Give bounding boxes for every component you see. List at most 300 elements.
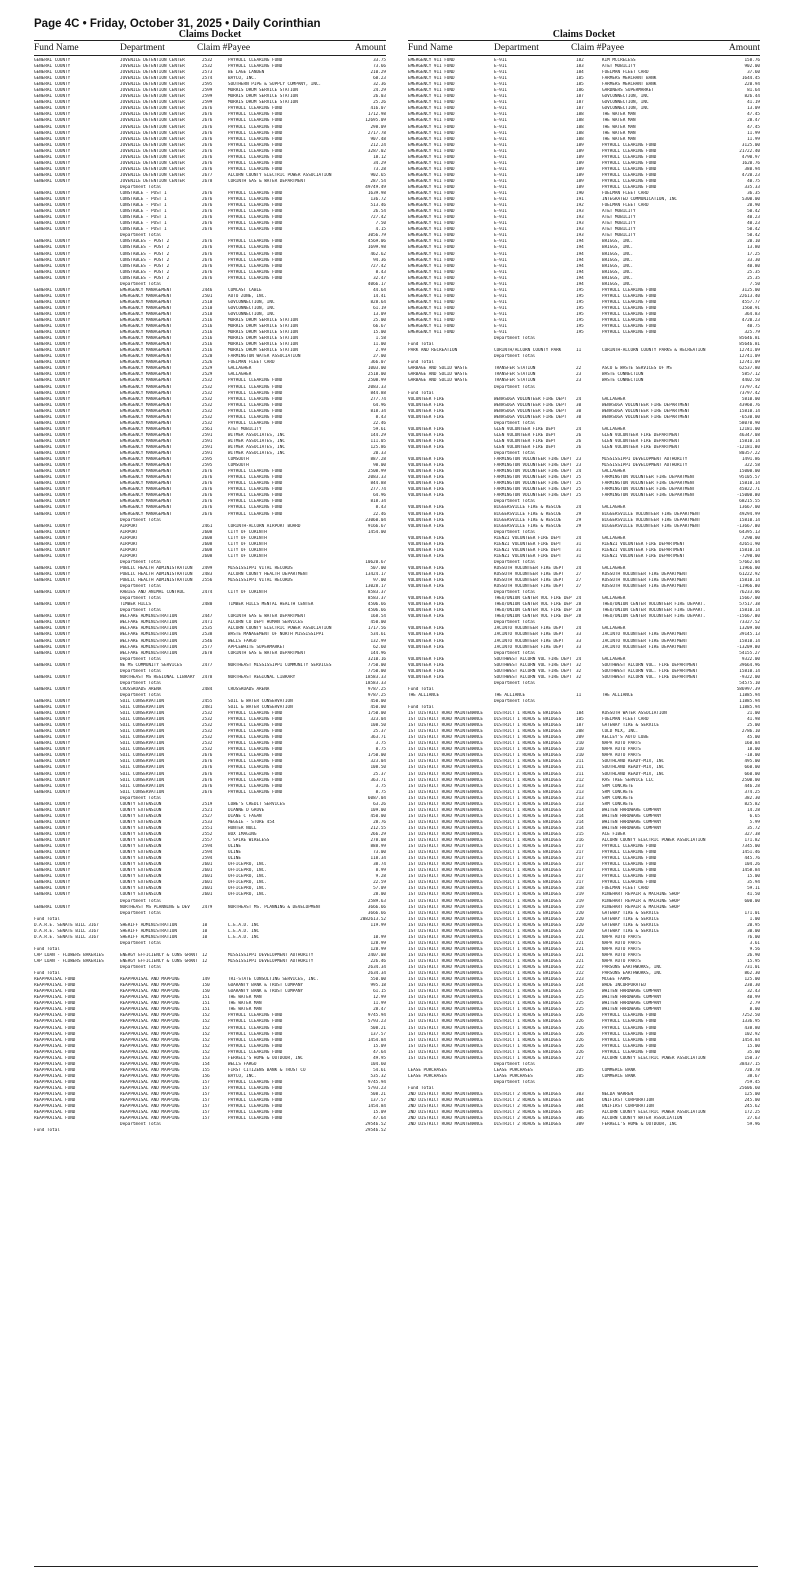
department-cell: JUVENILE DETENTION CENTER	[120, 178, 185, 184]
department-cell: FARMINGTON VOLUNTEER FIRE DEPT	[494, 487, 572, 493]
department-cell: E-911	[494, 160, 507, 166]
fund-name-cell: GENERAL COUNTY	[34, 590, 71, 596]
amount-cell: 380.94	[744, 166, 760, 172]
payee-cell: FUELMAN FLEET CARD	[602, 886, 649, 892]
claim-number-cell: 189	[576, 148, 584, 154]
department-cell: CONSTABLE - POST 1	[120, 215, 167, 221]
department-cell: DISTRICT 1 ROADS & BRIDGES	[494, 856, 562, 862]
claim-number-cell: 226	[576, 1013, 584, 1019]
claim-number-cell: 2447	[202, 614, 213, 620]
claim-number-cell: 2599	[202, 94, 213, 100]
fund-name-cell: GENERAL COUNTY	[34, 239, 71, 245]
payee-cell: PAYROLL CLEARING FUND	[602, 862, 657, 868]
claim-number-cell: 2480	[202, 602, 213, 608]
amount-cell: 85646.81	[739, 342, 760, 348]
claim-number-cell: 2551	[202, 825, 213, 831]
amount-cell: 3287.02	[367, 148, 386, 154]
claim-number-cell: 188	[576, 112, 584, 118]
payee-cell: PAYROLL CLEARING FUND	[228, 759, 283, 765]
amount-cell: 54.61	[373, 1067, 386, 1073]
department-cell: E-911	[494, 324, 507, 330]
amount-cell: 13667.00	[739, 505, 760, 511]
fund-name-cell: EMERGENCY 911 FUND	[408, 299, 455, 305]
payee-cell: ASCO & WASTE SERVICES OF MS	[602, 366, 672, 372]
department-cell: REAPPRAISAL AND MAPPING	[120, 1116, 180, 1122]
amount-cell: 5857.12	[741, 372, 760, 378]
department-cell: COUNTY EXTENSION	[120, 850, 162, 856]
amount-cell: 1.00	[749, 916, 760, 922]
claim-number-cell: 2676	[202, 765, 213, 771]
claim-number-cell: 2532	[202, 378, 213, 384]
fund-name-cell: Fund Total	[34, 1128, 60, 1134]
department-cell: DISTRICT 1 ROADS & BRIDGES	[494, 904, 562, 910]
amount-cell: 59.96	[747, 1122, 760, 1128]
fund-name-cell: REAPPRAISAL FUND	[34, 1067, 76, 1073]
payee-cell: PAYROLL CLEARING FUND	[228, 245, 283, 251]
payee-cell: ACE FIBER	[602, 832, 626, 837]
amount-cell: 230.30	[744, 983, 760, 989]
department-cell: E-911	[494, 166, 507, 172]
claim-number-cell: 2484	[202, 686, 213, 692]
fund-name-cell: VOLUNTEER FIRE	[408, 602, 445, 608]
department-cell: GLEN VOLUNTEER FIRE DEPT	[494, 445, 557, 450]
department-cell: JUVENILE DETENTION CENTER	[120, 124, 185, 130]
payee-cell: PAYROLL CLEARING FUND	[228, 118, 283, 124]
amount-cell: 102.92	[744, 1031, 760, 1037]
department-cell: NORTHEAST MS REGIONAL LIBRARY	[120, 674, 196, 680]
claim-number-cell: 2455	[202, 698, 213, 704]
fund-name-cell: VOLUNTEER FIRE	[408, 578, 445, 584]
amount-cell: 94.36	[373, 257, 386, 263]
department-cell: WELFARE ADMINISTRATION	[120, 638, 177, 644]
fund-name-cell: 1ST DISTRICT ROAD MAINTENANCE	[408, 1019, 484, 1025]
amount-cell: 13.09	[373, 311, 386, 317]
fund-name-cell: EMERGENCY 911 FUND	[408, 281, 455, 287]
amount-cell: 49294.99	[739, 511, 760, 517]
department-cell: CONSTABLE - POST 1	[120, 197, 167, 203]
department-cell: CROSSROADS ARENA	[120, 686, 162, 692]
department-cell: SHERIFF ADMINISTRATION	[120, 922, 177, 928]
fund-name-cell: GENERAL COUNTY	[34, 269, 71, 275]
department-cell: COUNTY EXTENSION	[120, 825, 162, 831]
fund-name-cell: 1ST DISTRICT ROAD MAINTENANCE	[408, 729, 484, 735]
fund-name-cell: GENERAL COUNTY	[34, 221, 71, 227]
department-cell: SOIL CONSERVATION	[120, 729, 164, 735]
payee-cell: FARMERS MERCHANT BANK	[602, 76, 657, 82]
department-cell: PUBLIC HEALTH ADMINISTRATION	[120, 578, 193, 584]
fund-name-cell: 2ND DISTRICT ROAD MAINTENANCE	[408, 1104, 484, 1110]
fund-name-cell: GENERAL COUNTY	[34, 717, 71, 723]
amount-cell: 3666.66	[367, 904, 386, 910]
payee-cell: WASTE CONNECTION	[602, 372, 644, 378]
department-cell: JACINTO VOLUNTEER FIRE DEPT	[494, 626, 564, 632]
claim-number-cell: 189	[576, 166, 584, 172]
docket-title: Claims Docket	[408, 30, 760, 41]
department-cell: CONSTABLES - POST 2	[120, 251, 170, 257]
department-cell: DISTRICT 1 ROADS & BRIDGES	[494, 777, 562, 783]
claim-number-cell: 24	[576, 656, 582, 662]
amount-cell: 4557.77	[741, 299, 760, 305]
amount-cell: 287.54	[370, 178, 386, 184]
payee-cell: WELLS FARGO	[228, 638, 257, 644]
fund-name-cell: GENERAL COUNTY	[34, 366, 71, 372]
fund-name-cell: GENERAL COUNTY	[34, 493, 71, 499]
payee-cell: WHITEN HARDWARE COMPANY	[602, 1007, 662, 1013]
department-cell: E-911	[494, 70, 507, 76]
payee-cell: PAYROLL CLEARING FUND	[602, 1025, 657, 1031]
header-bullet: •	[82, 18, 87, 30]
amount-cell: 40.75	[747, 324, 760, 330]
fund-name-cell: REAPPRAISAL FUND	[34, 1098, 76, 1104]
amount-cell: 171.82	[744, 838, 760, 844]
fund-name-cell: GENERAL COUNTY	[34, 318, 71, 324]
amount-cell: 4506.66	[367, 602, 386, 608]
department-cell: REAPPRAISAL AND MAPPING	[120, 1110, 180, 1116]
payee-cell: SRM CONCRETE	[602, 801, 634, 807]
claim-number-cell: 22	[576, 366, 582, 372]
department-cell: DISTRICT 1 ROADS & BRIDGES	[494, 995, 562, 1001]
claim-number-cell: 32	[576, 662, 582, 668]
payee-cell: PAYROLL CLEARING FUND	[228, 1092, 283, 1098]
fund-name-cell: 1ST DISTRICT ROAD MAINTENANCE	[408, 983, 484, 989]
fund-name-cell: 1ST DISTRICT ROAD MAINTENANCE	[408, 747, 484, 753]
payee-cell: PAYROLL CLEARING FUND	[602, 311, 657, 317]
amount-cell: 22.46	[373, 511, 386, 517]
fund-name-cell: 1ST DISTRICT ROAD MAINTENANCE	[408, 711, 484, 717]
payee-cell: PAYROLL CLEARING FUND	[228, 765, 283, 771]
fund-name-cell: VOLUNTEER FIRE	[408, 475, 445, 481]
amount-cell: 41.50	[747, 892, 760, 898]
payee-cell: GALLAGHER	[602, 396, 626, 402]
department-cell: E-911	[494, 245, 507, 251]
claim-number-cell: 30	[576, 414, 582, 420]
amount-cell: 1639.98	[367, 191, 386, 197]
payee-cell: PAYROLL CLEARING FUND	[228, 1013, 283, 1019]
payee-cell: CORINTH GAS & WATER DEPARTMENT	[228, 650, 306, 656]
amount-cell: 7750.00	[367, 668, 386, 674]
payee-cell: GALLAGHER	[602, 626, 626, 632]
amount-cell: 2083.33	[367, 475, 386, 481]
department-cell: NORTHEAST MS PLANNING & DEV	[120, 904, 190, 910]
department-cell: DISTRICT 1 ROADS & BRIDGES	[494, 844, 562, 850]
amount-cell: 15810.14	[739, 517, 760, 523]
amount-cell: 108.50	[370, 723, 386, 729]
payee-cell: PAYROLL CLEARING FUND	[602, 868, 657, 874]
payee-cell: SOUTHLAND READY-MIX, INC	[602, 759, 665, 765]
amount-cell: 6087.04	[367, 795, 386, 801]
fund-name-cell: REAPPRAISAL FUND	[34, 977, 76, 983]
payee-cell: GOVCONNECTION, INC	[228, 311, 275, 317]
fund-name-cell: 1ST DISTRICT ROAD MAINTENANCE	[408, 965, 484, 971]
department-cell: COUNTY EXTENSION	[120, 892, 162, 898]
department-cell: CONSTABLES - POST 2	[120, 263, 170, 269]
claim-number-cell: 187	[576, 106, 584, 112]
department-cell: Department Total	[120, 668, 162, 674]
payee-cell: UNIFIRST CORPORATION	[602, 1104, 654, 1110]
amount-cell: 37.60	[747, 70, 760, 76]
department-cell: EMERGENCY MANAGEMENT	[120, 475, 172, 481]
payee-cell: BRIGGS, INC.	[602, 263, 634, 269]
payee-cell: GOVCONNECTION, INC	[228, 299, 275, 305]
claim-number-cell: 2676	[202, 505, 213, 511]
fund-name-cell: EMERGENCY 911 FUND	[408, 136, 455, 142]
fund-name-cell: GENERAL COUNTY	[34, 771, 71, 777]
department-cell: BIGGERSVILLE FIRE & RESCUE	[494, 523, 562, 529]
claim-number-cell: 213	[576, 789, 584, 795]
fund-name-cell: 1ST DISTRICT ROAD MAINTENANCE	[408, 995, 484, 1001]
claim-number-cell: 2676	[202, 789, 213, 795]
department-cell: E-911	[494, 112, 507, 118]
claim-number-cell: 220	[576, 916, 584, 922]
payee-cell: PAYROLL CLEARING FUND	[228, 396, 283, 402]
claim-number-cell: 28	[576, 608, 582, 614]
fund-name-cell: GENERAL COUNTY	[34, 124, 71, 130]
department-cell: REAPPRAISAL AND MAPPING	[120, 1019, 180, 1025]
amount-cell: 9322.00	[741, 656, 760, 662]
claim-number-cell: 212	[576, 777, 584, 783]
fund-name-cell: GENERAL COUNTY	[34, 868, 71, 874]
claim-number-cell: 2561	[202, 426, 213, 432]
amount-cell: 245.62	[744, 1104, 760, 1110]
amount-cell: 15667.00	[739, 596, 760, 602]
payee-cell: TIMBER HILLS MENTAL HEALTH CENTER	[228, 602, 314, 608]
department-cell: E-911	[494, 227, 507, 233]
fund-name-cell: GENERAL COUNTY	[34, 130, 71, 136]
claim-number-cell: 2601	[202, 874, 213, 880]
amount-cell: 40.75	[747, 178, 760, 184]
department-cell: E-911	[494, 305, 507, 311]
payee-cell: L.E.A.D. INC	[228, 928, 260, 934]
payee-cell: KOSSUTH WATER ASSOCIATION	[602, 711, 667, 717]
fund-name-cell: GENERAL COUNTY	[34, 227, 71, 233]
department-cell: FARMINGTON VOLUNTEER FIRE DEPT	[494, 469, 572, 475]
fund-name-cell: EMERGENCY 911 FUND	[408, 160, 455, 166]
department-cell: RIENZI VOLUNTEER FIRE DEPT	[494, 547, 562, 553]
amount-cell: 18583.33	[365, 674, 386, 680]
department-cell: EMERGENCY MANAGEMENT	[120, 366, 172, 372]
department-cell: REAPPRAISAL AND MAPPING	[120, 1092, 180, 1098]
claim-number-cell: 2676	[202, 136, 213, 142]
claim-number-cell: 217	[576, 862, 584, 868]
claim-number-cell: 2676	[202, 771, 213, 777]
payee-cell: WENASOGA VOLUNTEER FIRE DEPARTMENT	[602, 408, 690, 414]
department-cell: E-911	[494, 281, 507, 287]
department-cell: DISTRICT 1 ROADS & BRIDGES	[494, 850, 562, 856]
amount-cell: 462.62	[370, 251, 386, 257]
claim-number-cell: 11	[576, 348, 582, 354]
page-header	[34, 18, 758, 30]
fund-name-cell: GENERAL COUNTY	[34, 426, 71, 432]
department-cell: REAPPRAISAL AND MAPPING	[120, 1067, 180, 1073]
amount-cell: 535.32	[370, 1073, 386, 1079]
department-cell: E-911	[494, 239, 507, 245]
amount-cell: 1454.00	[367, 529, 386, 535]
claim-number-cell: 195	[576, 330, 584, 336]
fund-name-cell: GENERAL COUNTY	[34, 620, 71, 626]
amount-cell: 902.65	[370, 172, 386, 178]
claim-number-cell: 2510	[202, 299, 213, 305]
claim-number-cell: 193	[576, 233, 584, 239]
fund-name-cell: 1ST DISTRICT ROAD MAINTENANCE	[408, 825, 484, 831]
payee-cell: MORRIS DRUM SERVICE STATION	[228, 94, 298, 100]
claim-number-cell: 2521	[202, 807, 213, 813]
fund-name-cell: GENERAL COUNTY	[34, 445, 71, 450]
amount-cell: 43960.76	[739, 402, 760, 408]
payee-cell: PAYROLL CLEARING FUND	[602, 166, 657, 172]
claim-number-cell: 152	[202, 1031, 210, 1037]
department-cell: E-911	[494, 233, 507, 239]
payee-cell: PAYROLL CLEARING FUND	[602, 178, 657, 184]
department-cell: DISTRICT 1 ROADS & BRIDGES	[494, 832, 562, 837]
payee-cell: PAYROLL CLEARING FUND	[228, 203, 283, 209]
claim-number-cell: 157	[202, 1116, 210, 1122]
fund-name-cell: 1ST DISTRICT ROAD MAINTENANCE	[408, 807, 484, 813]
claim-number-cell: 194	[576, 257, 584, 263]
claim-number-cell: 210	[576, 753, 584, 759]
fund-name-cell: 1ST DISTRICT ROAD MAINTENANCE	[408, 898, 484, 904]
claim-number-cell: 194	[576, 245, 584, 251]
amount-cell: 26.90	[747, 952, 760, 958]
amount-cell: 12.99	[373, 995, 386, 1001]
amount-cell: 24.29	[373, 88, 386, 94]
claim-number-cell: 224	[576, 983, 584, 989]
department-cell: EMERGENCY MANAGEMENT	[120, 299, 172, 305]
amount-cell: 33.30	[747, 257, 760, 263]
fund-name-cell: VOLUNTEER FIRE	[408, 547, 445, 553]
department-cell: THEO/ONION CENTER VOL FIRE DEP	[494, 602, 572, 608]
claim-number-cell: 214	[576, 813, 584, 819]
claim-number-cell: 205	[576, 1073, 584, 1079]
department-cell: BIGGERSVILLE FIRE & RESCUE	[494, 511, 562, 517]
department-cell: SOIL CONSERVATION	[120, 753, 164, 759]
department-cell: E-911	[494, 215, 507, 221]
claim-number-cell: 189	[576, 142, 584, 148]
claim-number-cell: 2676	[202, 777, 213, 783]
department-cell: DISTRICT 1 ROADS & BRIDGES	[494, 989, 562, 995]
claim-number-cell: 24	[576, 469, 582, 475]
payee-cell: PAYROLL CLEARING FUND	[602, 293, 657, 299]
department-cell: SOIL CONSERVATION	[120, 783, 164, 789]
claim-number-cell: 217	[576, 880, 584, 886]
department-cell: JUVENILE DETENTION CENTER	[120, 112, 185, 118]
payee-cell: CORINTH-ALCORN AIRPORT BOARD	[228, 523, 301, 529]
fund-name-cell: VOLUNTEER FIRE	[408, 481, 445, 487]
department-cell: DISTRICT 1 ROADS & BRIDGES	[494, 862, 562, 868]
payee-cell: NAPA AUTO PARTS	[602, 946, 641, 952]
department-cell: DISTRICT 1 ROADS & BRIDGES	[494, 729, 562, 735]
fund-name-cell: GENERAL COUNTY	[34, 293, 71, 299]
payee-cell: PAYROLL CLEARING FUND	[602, 1037, 657, 1043]
department-cell: SOUTHWEST ALCORN VOL FIRE DEPT	[494, 674, 572, 680]
amount-cell: 15810.14	[739, 481, 760, 487]
amount-cell: 212.55	[370, 825, 386, 831]
department-cell: TRANSFER STATION	[494, 366, 536, 372]
amount-cell: 3666.66	[367, 910, 386, 916]
fund-name-cell: GENERAL COUNTY	[34, 644, 71, 650]
department-cell: E-911	[494, 318, 507, 324]
fund-name-cell: Fund Total	[34, 971, 60, 977]
payee-cell: PAYROLL CLEARING FUND	[602, 1049, 657, 1055]
claim-number-cell: 2676	[202, 469, 213, 475]
amount-cell: 8.43	[375, 505, 386, 511]
amount-cell: -9322.00	[739, 674, 760, 680]
claim-number-cell: 2516	[202, 348, 213, 354]
claim-payee-header: Claim #Payee	[571, 43, 625, 53]
amount-cell: 446.28	[744, 783, 760, 789]
amount-cell: 15.09	[373, 1043, 386, 1049]
payee-cell: PAYROLL CLEARING FUND	[228, 269, 283, 275]
fund-name-cell: 1ST DISTRICT ROAD MAINTENANCE	[408, 977, 484, 983]
fund-name-cell: GENERAL COUNTY	[34, 142, 71, 148]
amount-cell: 416.07	[370, 106, 386, 112]
claim-number-cell: 2529	[202, 366, 213, 372]
payee-cell: SRM CONCRETE	[602, 783, 634, 789]
amount-cell: 97.00	[373, 578, 386, 584]
payee-cell: PARSONS EARTHWORKS, INC	[602, 965, 662, 971]
department-cell: CONSTABLES - POST 2	[120, 275, 170, 281]
department-cell: COUNTY EXTENSION	[120, 838, 162, 844]
fund-name-cell: 1ST DISTRICT ROAD MAINTENANCE	[408, 910, 484, 916]
amount-cell: 4569.06	[367, 239, 386, 245]
department-cell: DISTRICT 1 ROADS & BRIDGES	[494, 868, 562, 874]
payee-cell: OFFICEPRO, INC.	[228, 886, 267, 892]
fund-name-cell: GENERAL COUNTY	[34, 58, 71, 63]
fund-name-cell: EMERGENCY 911 FUND	[408, 275, 455, 281]
publication-date: Friday, October 31, 2025	[89, 18, 222, 30]
fund-name-cell: VOLUNTEER FIRE	[408, 668, 445, 674]
payee-cell: JACINTO VOLUNTEER FIRE DEPARTMENT	[602, 632, 688, 638]
claim-number-cell: 2532	[202, 390, 213, 396]
payee-cell: PAYROLL CLEARING FUND	[602, 154, 657, 160]
amount-cell: 12741.09	[739, 348, 760, 354]
fund-name-cell: GENERAL COUNTY	[34, 813, 71, 819]
payee-cell: THE WATER MAN	[602, 118, 636, 124]
claim-number-cell: 157	[202, 1079, 210, 1085]
amount-cell: 40.23	[747, 215, 760, 221]
fund-name-cell: GENERAL COUNTY	[34, 523, 71, 529]
claim-number-cell: 225	[576, 995, 584, 1001]
amount-cell: 1451.46	[741, 850, 760, 856]
payee-cell: PAYROLL CLEARING FUND	[228, 1085, 283, 1091]
amount-cell: 508.21	[370, 1025, 386, 1031]
amount-cell: 47.64	[373, 1049, 386, 1055]
fund-name-cell: GENERAL COUNTY	[34, 191, 71, 197]
department-cell: DISTRICT 1 ROADS & BRIDGES	[494, 795, 562, 801]
payee-cell: PAYROLL CLEARING FUND	[228, 1104, 283, 1110]
payee-cell: ALCORN COUNTY ELECTRIC POWER ASSOCIATION	[228, 172, 332, 178]
fund-name-cell: D.A.R.E. SENATE BILL 3167	[34, 934, 99, 940]
claim-number-cell: 2471	[202, 620, 213, 626]
department-cell: JUVENILE DETENTION CENTER	[120, 58, 185, 63]
claim-number-cell: 187	[576, 94, 584, 100]
department-cell: EMERGENCY MANAGEMENT	[120, 457, 172, 463]
claim-number-cell: 190	[576, 191, 584, 197]
amount-cell: 3125.00	[741, 142, 760, 148]
department-cell: EMERGENCY MANAGEMENT	[120, 324, 172, 330]
department-cell: EMERGENCY MANAGEMENT	[120, 463, 172, 469]
fund-name-cell: GENERAL COUNTY	[34, 578, 71, 584]
amount-cell: 226.46	[370, 958, 386, 964]
claim-number-cell: 2478	[202, 674, 213, 680]
payee-cell: SOUTHWEST ALCORN VOL. FIRE DEPARTMENT	[602, 668, 698, 674]
claim-number-cell: 211	[576, 771, 584, 777]
department-cell: DISTRICT 1 ROADS & BRIDGES	[494, 1049, 562, 1055]
amount-cell: 586997.39	[736, 686, 760, 692]
amount-cell: 7252.50	[741, 1013, 760, 1019]
fund-name-cell: VOLUNTEER FIRE	[408, 584, 445, 590]
fund-name-cell: 1ST DISTRICT ROAD MAINTENANCE	[408, 1001, 484, 1007]
claim-number-cell: 2676	[202, 160, 213, 166]
